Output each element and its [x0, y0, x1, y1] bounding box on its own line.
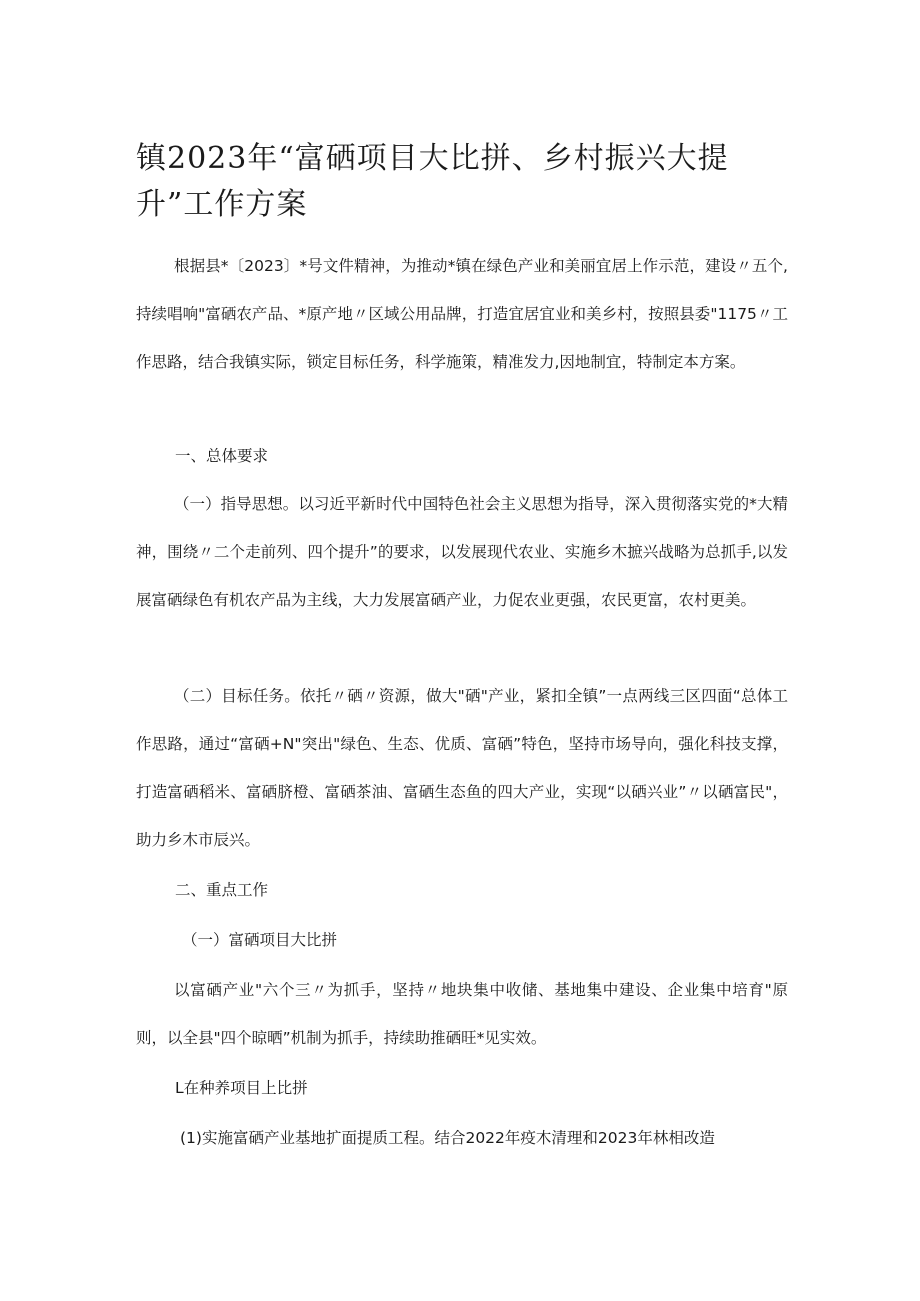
item-1-text: (1)实施富硒产业基地扩面提质工程。结合2022年疫木清理和2023年林相改造 — [180, 1129, 715, 1147]
planting-item-heading: L在种养项目上比拼 — [175, 1079, 308, 1097]
intro-paragraph: 根据县*〔2023〕*号文件精神，为推动*镇在绿色产业和美丽宜居上作示范，建设〃五个,持续唱响"富硒农产品、*原产地〃区域公用品牌，打造宜居宜业和美乡村，按照县委"1175〃工作思路，结合我镇实际，锁定目标任务，科学施策，精准发力,因地制宜，特制定本方案。 — [136, 257, 788, 371]
section-2-paragraph: 以富硒产业"六个三〃为抓手，坚持〃地块集中收储、基地集中建设、企业集中培育"原则，以全县"四个晾晒”机制为抓手，持续助推硒旺*见实效。 — [136, 981, 788, 1047]
guiding-thought-paragraph: （一）指导思想。以习近平新时代中国特色社会主义思想为指导，深入贯彻落实党的*大精神，围绕〃二个走前列、四个提升”的要求，以发展现代农业、实施乡木摭兴战略为总抓手,以发展富硒绿色有机农产品为主线，大力发展富硒产业，力促农业更强，农民更富，农村更美。 — [136, 495, 788, 609]
document-title: 镇2023年“富硒项目大比拼、乡村振兴大提升”工作方案 — [136, 141, 729, 222]
section-2-heading: 二、重点工作 — [175, 881, 269, 899]
target-task-paragraph: （二）目标任务。依托〃硒〃资源，做大"硒"产业，紧扣全镇”一点两线三区四面“总体工作思路，通过“富硒+N"突出"绿色、生态、优质、富硒”特色，坚持市场导向，强化科技支撑，打造富硒稻米、富硒脐橙、富硒茶油、富硒生态鱼的四大产业，实现“以硒兴业”〃以硒富民"，助力乡木市辰兴。 — [136, 687, 788, 849]
section-2-subheading: （一）富硒项目大比拼 — [182, 931, 338, 949]
section-1-heading: 一、总体要求 — [175, 447, 269, 465]
